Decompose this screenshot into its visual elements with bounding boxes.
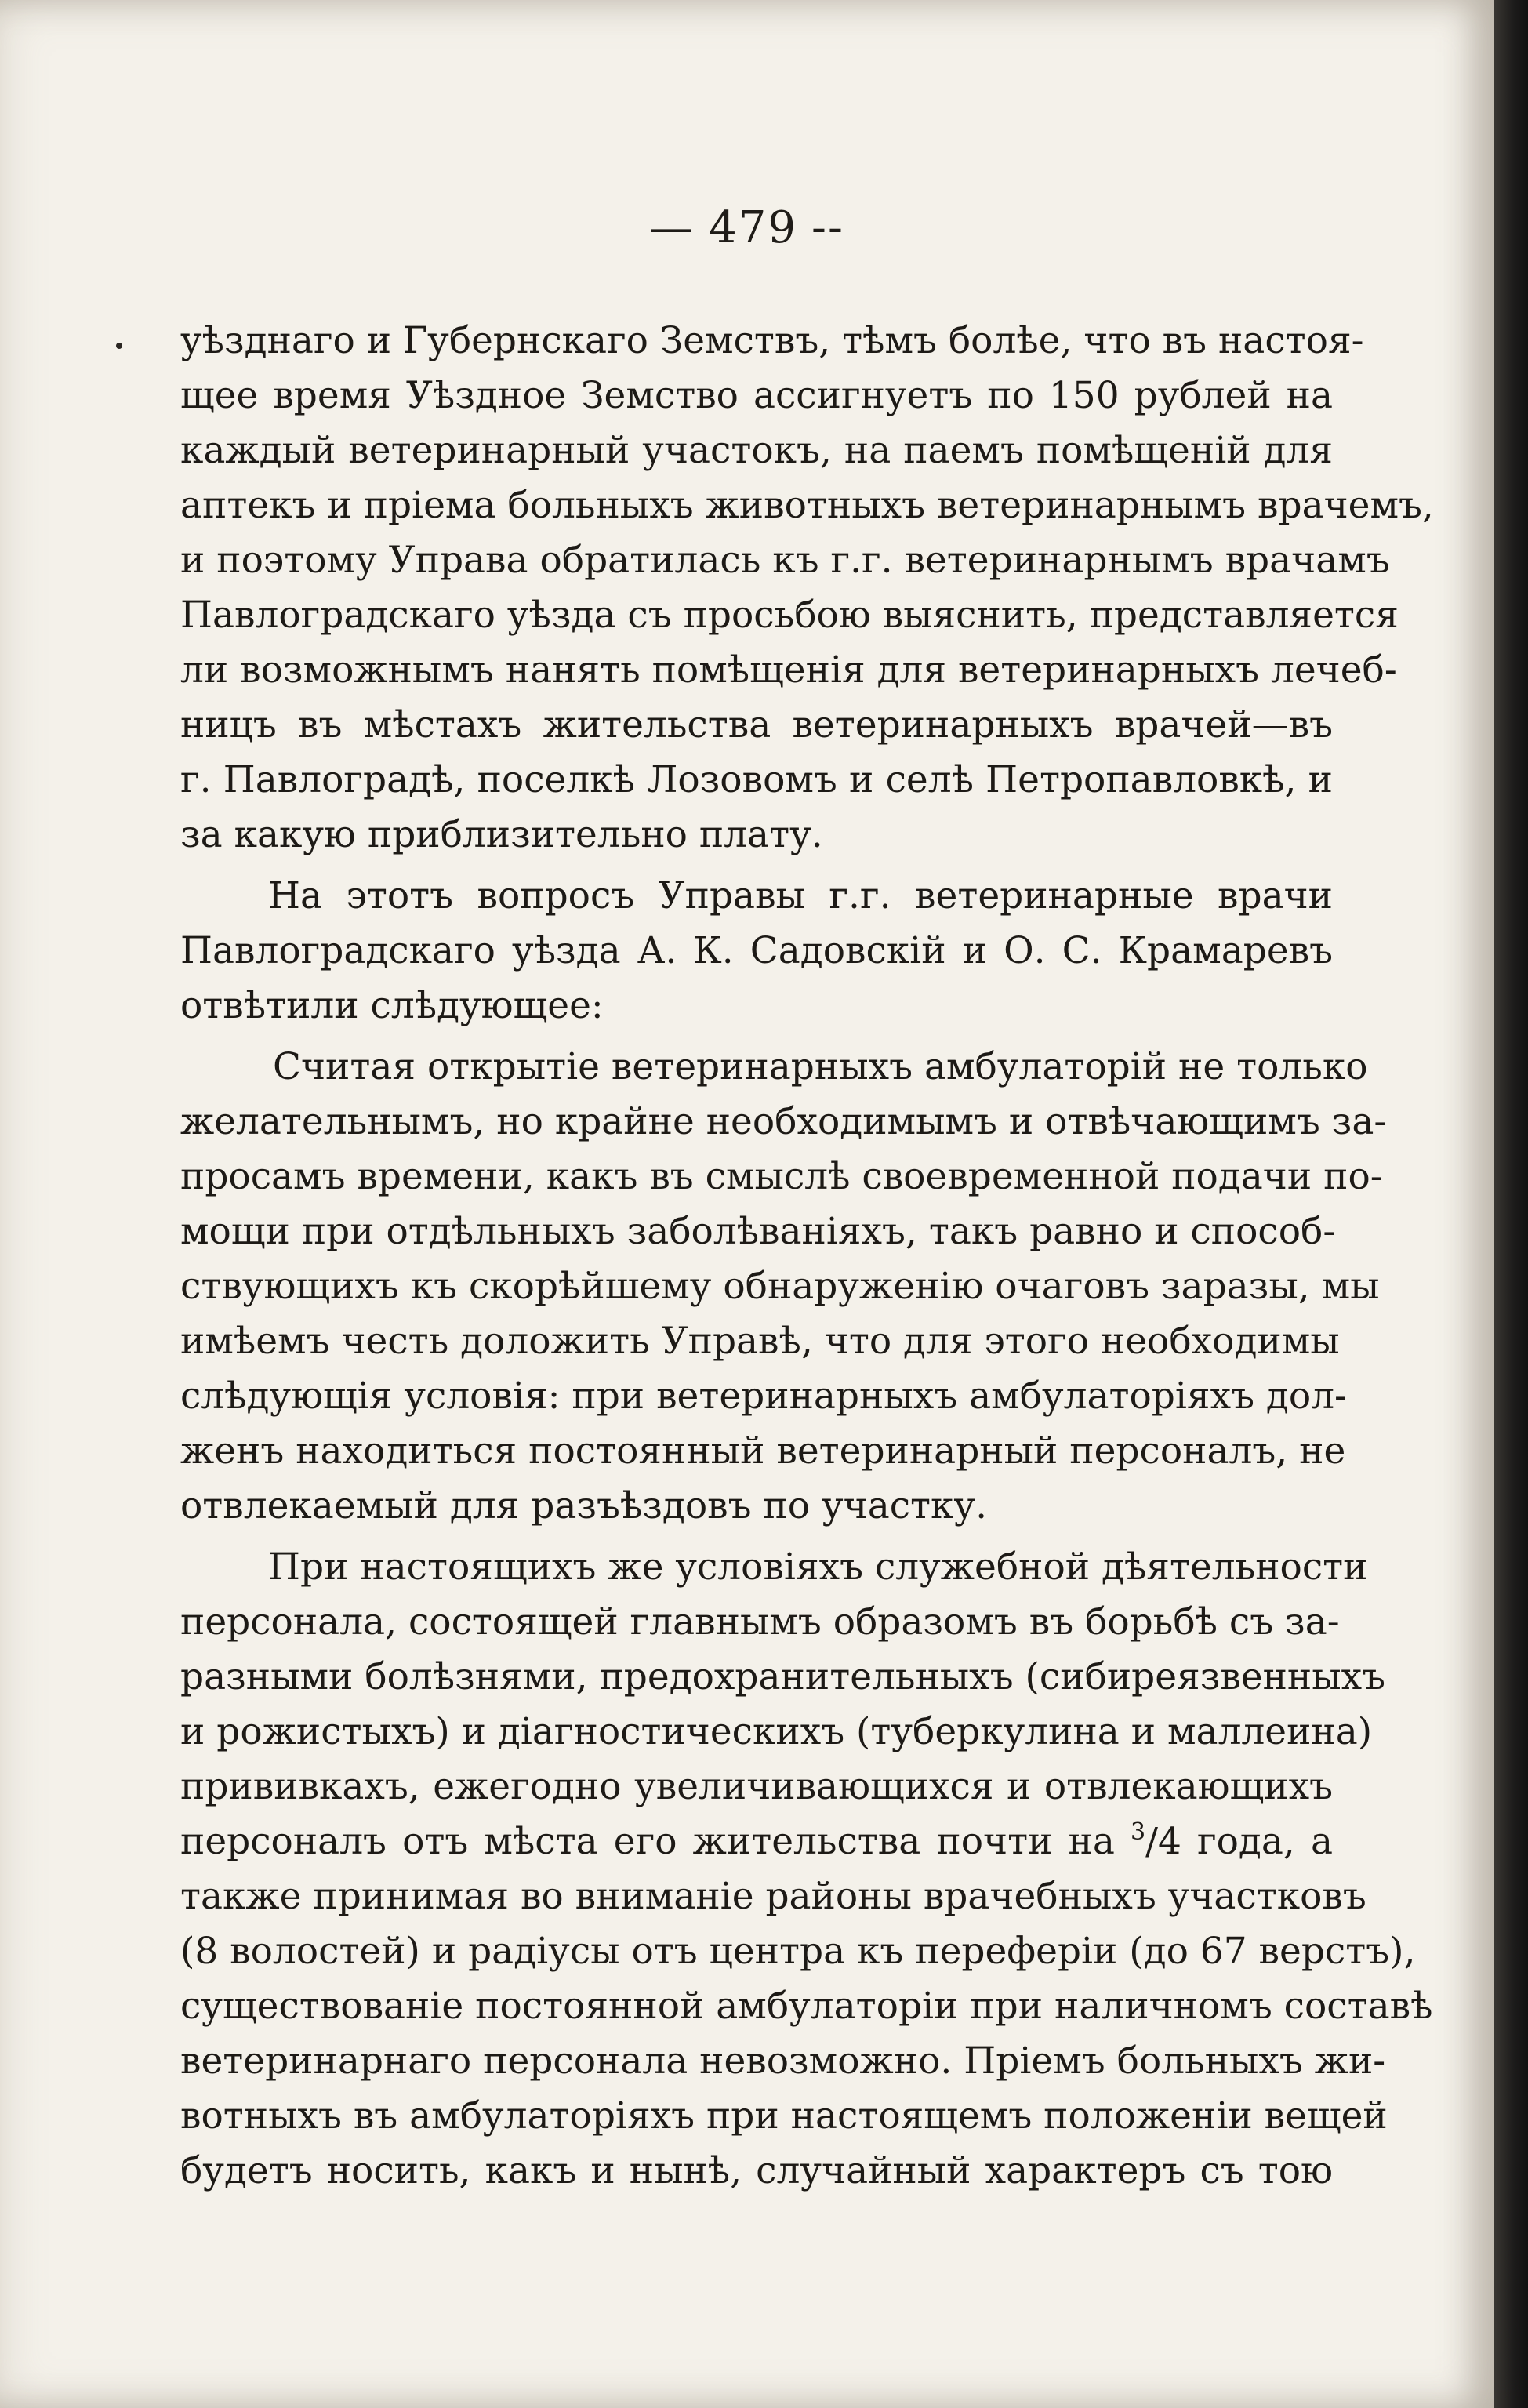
text-line: имѣемъ честь доложить Управѣ, что для этого необходимы xyxy=(180,1320,1340,1363)
paragraph xyxy=(180,1040,1387,1534)
line-text: персоналъ отъ мѣста его жительства почти на xyxy=(180,1820,1115,1863)
text-line: уѣзднаго и Губернскаго Земствъ, тѣмъ болѣе, что въ настоя- xyxy=(180,319,1364,362)
text-line: женъ находиться постоянный ветеринарный персоналъ, не xyxy=(180,1429,1346,1473)
text-line: слѣдующія условія: при ветеринарныхъ амбулаторіяхъ дол- xyxy=(180,1375,1347,1418)
text-line: ницъ въ мѣстахъ жительства ветеринарныхъ врачей—въ xyxy=(180,703,1333,746)
text-line: г. Павлоградѣ, поселкѣ Лозовомъ и селѣ Петропавловкѣ, и xyxy=(180,758,1333,801)
text-line: также принимая во вниманіе районы врачебныхъ участковъ xyxy=(180,1875,1366,1918)
paragraph xyxy=(180,1540,1433,2199)
text-line: На этотъ вопросъ Управы г.г. ветеринарные врачи xyxy=(268,874,1333,917)
text-line: ствующихъ къ скорѣйшему обнаруженію очаговъ заразы, мы xyxy=(180,1265,1380,1308)
text-line: ветеринарнаго персонала невозможно. Пріемъ больныхъ жи- xyxy=(180,2039,1386,2083)
text-line: каждый ветеринарный участокъ, на паемъ помѣщеній для xyxy=(180,429,1333,472)
text-line-with-fraction: персоналъ отъ мѣста его жительства почти на $^3$/4 года, а xyxy=(180,1818,1333,1863)
text-line: и рожистыхъ) и діагностическихъ (туберкулина и маллеина) xyxy=(180,1710,1373,1753)
text-line: существованіе постоянной амбулаторіи при наличномъ составѣ xyxy=(180,1985,1433,2028)
header-dash-right: -- xyxy=(811,202,844,253)
text-line: (8 волостей) и радіусы отъ центра къ переферіи (до 67 верстъ), xyxy=(180,1930,1416,1973)
text-line: отвѣтили слѣдующее: xyxy=(180,984,604,1027)
text-line: за какую приблизительно плату. xyxy=(180,813,823,856)
paragraph xyxy=(180,869,1333,1033)
margin-dot-mark xyxy=(116,343,122,349)
text-line: будетъ носить, какъ и нынѣ, случайный характеръ съ тою xyxy=(180,2149,1333,2192)
text-line: персонала, состоящей главнымъ образомъ въ борьбѣ съ за- xyxy=(180,1600,1340,1643)
text-line: отвлекаемый для разъѣздовъ по участку. xyxy=(180,1484,988,1527)
book-spine-edge xyxy=(1494,0,1528,2408)
text-line: вотныхъ въ амбулаторіяхъ при настоящемъ положеніи вещей xyxy=(180,2094,1388,2137)
text-line: разными болѣзнями, предохранительныхъ (сибиреязвенныхъ xyxy=(180,1655,1386,1698)
text-line: прививкахъ, ежегодно увеличивающихся и отвлекающихъ xyxy=(180,1765,1333,1808)
text-line: аптекъ и пріема больныхъ животныхъ ветеринарнымъ врачемъ, xyxy=(180,484,1434,527)
text-line: Павлоградскаго уѣзда съ просьбою выяснить, представляется xyxy=(180,594,1399,637)
page-number: 479 xyxy=(709,202,798,253)
text-line: желательнымъ, но крайне необходимымъ и отвѣчающимъ за- xyxy=(180,1100,1387,1143)
page-number-header xyxy=(0,202,1494,253)
text-line: просамъ времени, какъ въ смыслѣ своевременной подачи по- xyxy=(180,1155,1383,1198)
fraction-numerator: 3 xyxy=(1131,1818,1146,1846)
text-line: Павлоградскаго уѣзда А. К. Садовскій и О. С. Крамаревъ xyxy=(180,929,1333,972)
line-tail: года, а xyxy=(1197,1820,1333,1863)
header-dash-left: — xyxy=(649,202,695,253)
text-line: При настоящихъ же условіяхъ служебной дѣятельности xyxy=(268,1545,1368,1589)
text-line: и поэтому Управа обратилась къ г.г. ветеринарнымъ врачамъ xyxy=(180,539,1390,582)
text-line: мощи при отдѣльныхъ заболѣваніяхъ, такъ равно и способ- xyxy=(180,1210,1336,1253)
body-text xyxy=(180,314,1434,2199)
text-line: ли возможнымъ нанять помѣщенія для ветеринарныхъ лечеб- xyxy=(180,648,1397,692)
paragraph xyxy=(180,314,1434,863)
text-line: Считая открытіе ветеринарныхъ амбулаторій не только xyxy=(273,1045,1368,1088)
text-line: щее время Уѣздное Земство ассигнуетъ по 150 рублей на xyxy=(180,374,1333,417)
